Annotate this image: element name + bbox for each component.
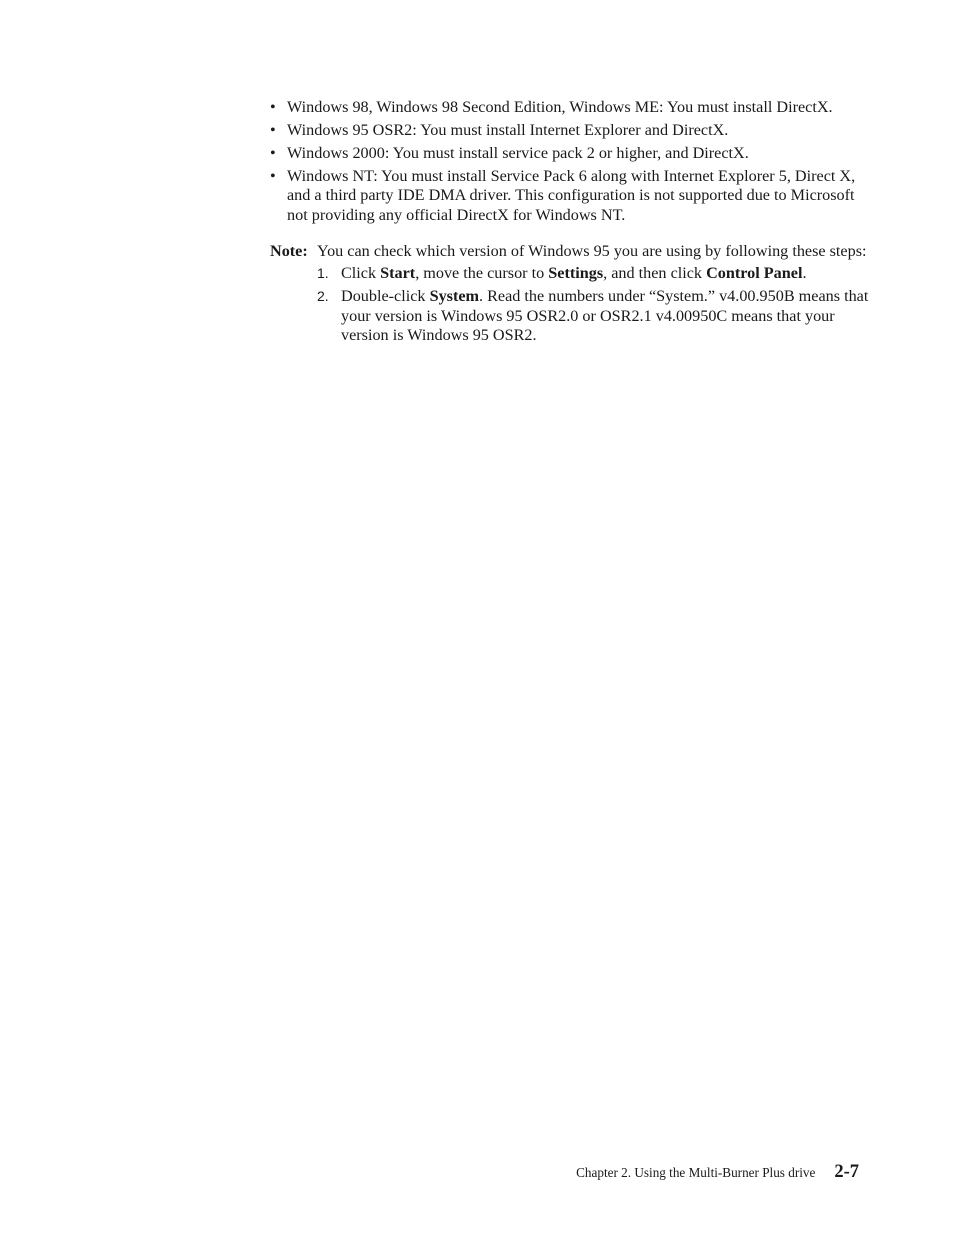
chapter-title: Chapter 2. Using the Multi-Burner Plus drive [576, 1165, 816, 1180]
note-block [270, 242, 870, 346]
list-item-text: Windows 98, Windows 98 Second Edition, Windows ME: You must install DirectX. [287, 98, 833, 116]
page-number: 2-7 [834, 1162, 859, 1182]
requirements-list [270, 98, 870, 225]
control-panel-term: Control Panel [706, 264, 803, 283]
list-item-text: Windows 95 OSR2: You must install Internet Explorer and DirectX. [287, 120, 729, 139]
bullet-symbol: • [270, 166, 276, 185]
page-body [270, 98, 870, 349]
list-item [270, 121, 870, 140]
note-label: Note: [270, 241, 308, 260]
step-item [317, 264, 870, 283]
page-footer [576, 1162, 859, 1183]
step-item [317, 287, 870, 345]
list-item [270, 144, 870, 163]
step-number: 2. [317, 288, 329, 305]
list-item-text: Windows 2000: You must install service pack 2 or higher, and DirectX. [287, 143, 749, 162]
system-term: System [429, 287, 480, 306]
bullet-symbol: • [270, 120, 276, 139]
list-item [270, 167, 870, 225]
list-item [270, 98, 870, 117]
start-term: Start [380, 264, 416, 283]
step-number: 1. [317, 265, 329, 282]
steps-list [317, 264, 870, 345]
bullet-symbol: • [270, 98, 276, 116]
list-item-text: Windows NT: You must install Service Pack 6 along with Internet Explorer 5, Direct X, and a third party IDE DMA driver. This configuration is not supported due to Microsoft not providing any official DirectX for Windows NT. [287, 166, 856, 224]
step-text: Click Start, move the cursor to Settings, and then click Control Panel. [341, 264, 807, 283]
note-text: You can check which version of Windows 95 you are using by following these steps: [317, 241, 867, 260]
step-text: Double-click System. Read the numbers under “System.” v4.00.950B means that your version is Windows 95 OSR2.0 or OSR2.1 v4.00950C means that your version is Windows 95 OSR2. [341, 287, 869, 345]
bullet-symbol: • [270, 143, 276, 162]
settings-term: Settings [548, 264, 604, 283]
